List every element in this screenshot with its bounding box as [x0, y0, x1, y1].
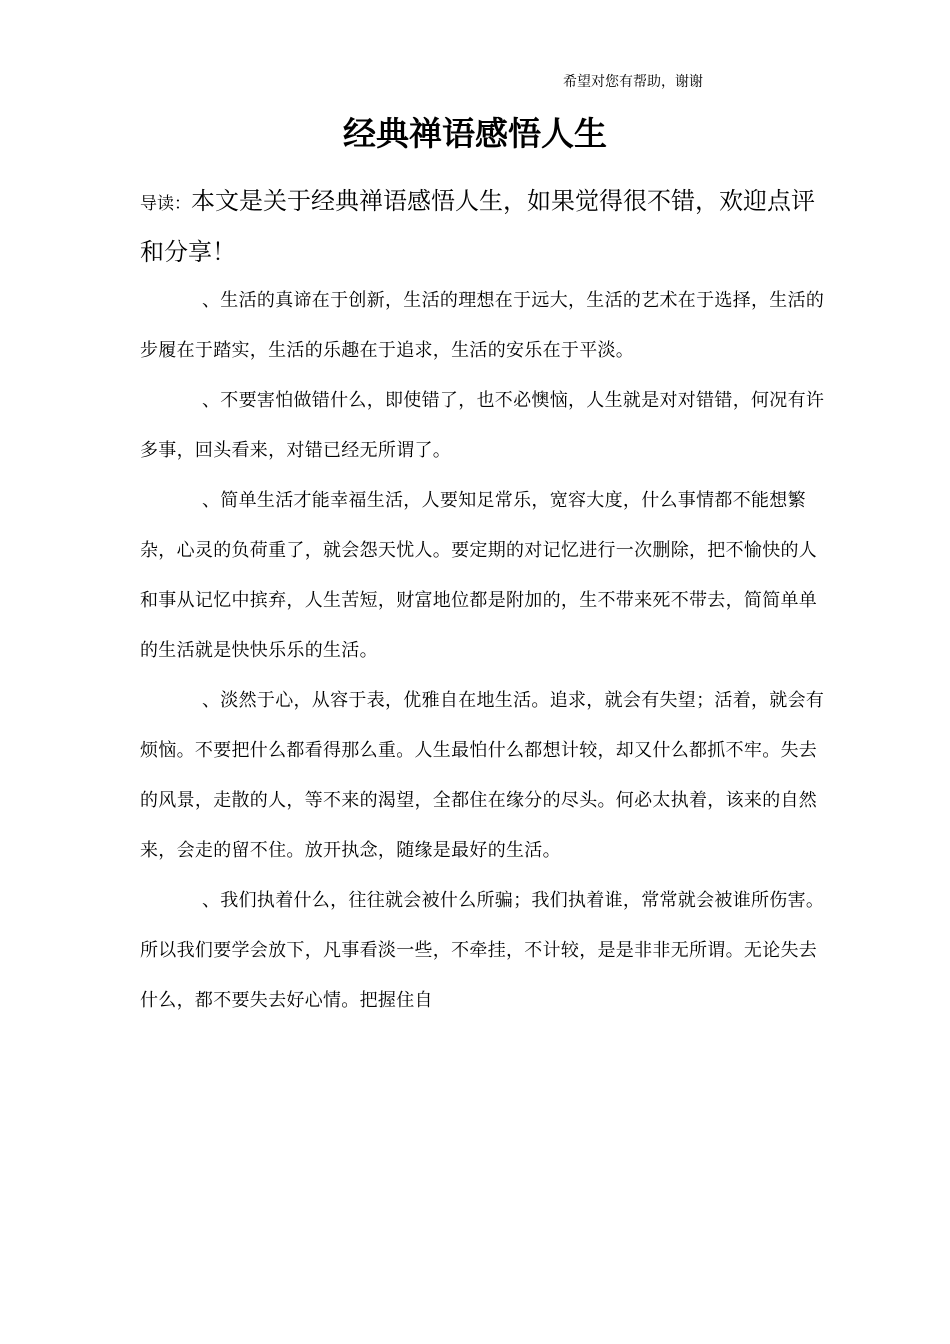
paragraph: 、生活的真谛在于创新，生活的理想在于远大，生活的艺术在于选择，生活的步履在于踏实，生活的乐趣在于追求，生活的安乐在于平淡。	[140, 290, 825, 361]
intro-text: 本文是关于经典禅语感悟人生，如果觉得很不错，欢迎点评和分享！	[140, 187, 815, 266]
paragraph: 、淡然于心，从容于表，优雅自在地生活。追求，就会有失望；活着，就会有烦恼。不要把什么都看得那么重。人生最怕什么都想计较，却又什么都抓不牢。失去的风景，走散的人，等不来的渴望，全都住在缘分的尽头。何必太执着，该来的自然来，会走的留不住。放开执念，随缘是最好的生活。	[140, 690, 825, 861]
intro-block	[140, 177, 820, 276]
paragraph: 、简单生活才能幸福生活，人要知足常乐，宽容大度，什么事情都不能想繁杂，心灵的负荷重了，就会怨天忧人。要定期的对记忆进行一次删除，把不愉快的人和事从记忆中摈弃，人生苦短，财富地位都是附加的，生不带来死不带去，简简单单的生活就是快快乐乐的生活。	[140, 490, 818, 661]
paragraph: 、不要害怕做错什么，即使错了，也不必懊恼，人生就是对对错错，何况有许多事，回头看来，对错已经无所谓了。	[140, 390, 825, 461]
document-title: 经典禅语感悟人生	[343, 114, 607, 153]
intro-label: 导读：	[140, 194, 191, 214]
header-note: 希望对您有帮助，谢谢	[563, 74, 703, 90]
document-body	[140, 276, 825, 1026]
paragraph: 、我们执着什么，往往就会被什么所骗；我们执着谁，常常就会被谁所伤害。所以我们要学会放下，凡事看淡一些，不牵挂，不计较，是是非非无所谓。无论失去什么，都不要失去好心情。把握住自	[140, 890, 825, 1011]
